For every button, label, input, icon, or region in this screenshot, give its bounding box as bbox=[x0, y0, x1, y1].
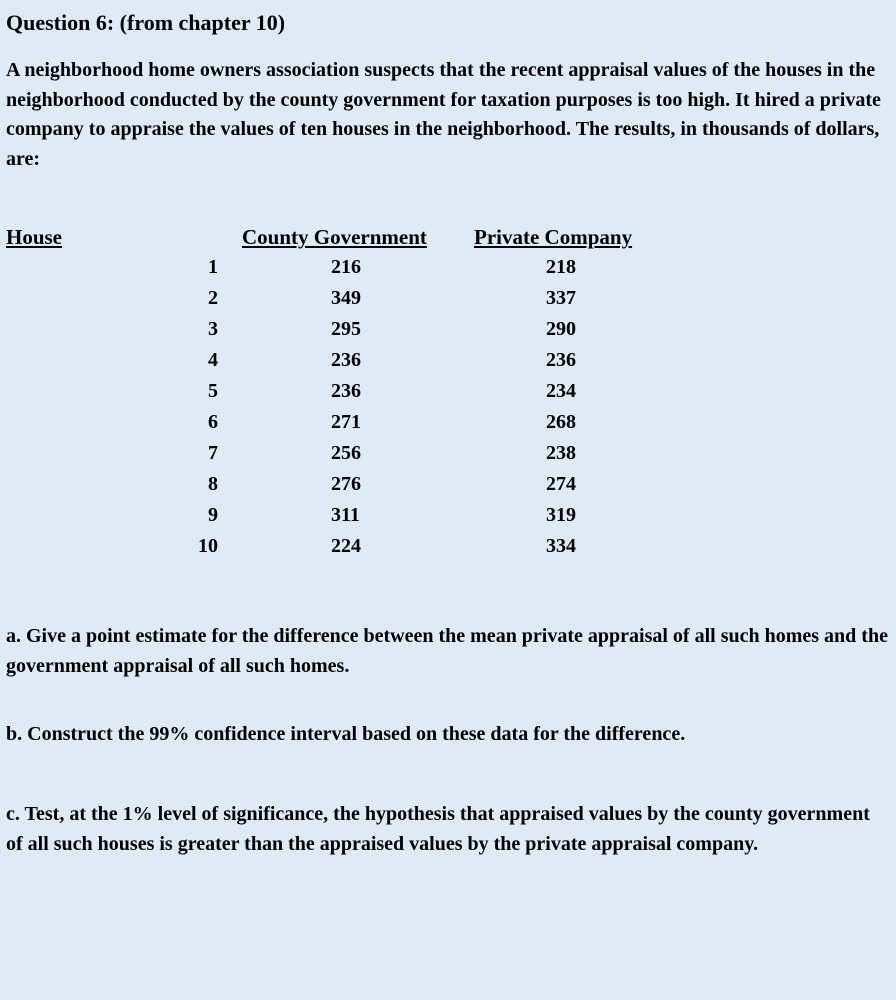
house-number: 10 bbox=[198, 535, 218, 557]
header-private-company: Private Company bbox=[474, 225, 633, 249]
house-number: 6 bbox=[208, 411, 218, 433]
county-value: 216 bbox=[331, 256, 361, 278]
county-value: 295 bbox=[331, 318, 361, 340]
county-value: 349 bbox=[331, 287, 361, 309]
house-number: 7 bbox=[208, 442, 218, 464]
table-row bbox=[0, 283, 700, 314]
table-row bbox=[0, 314, 700, 345]
table-row bbox=[0, 469, 700, 500]
part-c-question: c. Test, at the 1% level of significance, the hypothesis that appraised values by the county government of all such houses is greater than the appraised values by the private appraisal company. bbox=[6, 803, 870, 855]
part-b-question: b. Construct the 99% confidence interval based on these data for the difference. bbox=[6, 723, 686, 745]
private-value: 238 bbox=[546, 442, 576, 464]
private-value: 274 bbox=[546, 473, 576, 495]
house-number: 5 bbox=[208, 380, 218, 402]
private-value: 236 bbox=[546, 349, 576, 371]
county-value: 271 bbox=[331, 411, 361, 433]
house-number: 8 bbox=[208, 473, 218, 495]
table-row bbox=[0, 500, 700, 531]
house-number: 1 bbox=[208, 256, 218, 278]
appraisal-table-body bbox=[0, 252, 700, 562]
table-row bbox=[0, 407, 700, 438]
table-row bbox=[0, 252, 700, 283]
part-a-question: a. Give a point estimate for the difference between the mean private appraisal of all such homes and the government appraisal of all such homes. bbox=[6, 625, 888, 677]
question-intro: A neighborhood home owners association suspects that the recent appraisal values of the houses in the neighborhood conducted by the county government for taxation purposes is too high. It hired a private company to appraise the values of ten houses in the neighborhood. The results, in thousands of dollars, are: bbox=[6, 59, 881, 170]
private-value: 290 bbox=[546, 318, 576, 340]
house-number: 2 bbox=[208, 287, 218, 309]
house-number: 4 bbox=[208, 349, 218, 371]
table-row bbox=[0, 376, 700, 407]
private-value: 268 bbox=[546, 411, 576, 433]
county-value: 236 bbox=[331, 349, 361, 371]
header-house: House bbox=[6, 225, 63, 249]
private-value: 334 bbox=[546, 535, 576, 557]
table-row bbox=[0, 345, 700, 376]
house-number: 9 bbox=[208, 504, 218, 526]
county-value: 224 bbox=[331, 535, 361, 557]
county-value: 256 bbox=[331, 442, 361, 464]
county-value: 311 bbox=[331, 504, 360, 526]
county-value: 236 bbox=[331, 380, 361, 402]
header-county-government: County Government bbox=[242, 225, 427, 249]
county-value: 276 bbox=[331, 473, 361, 495]
table-row bbox=[0, 531, 700, 562]
question-title: Question 6: (from chapter 10) bbox=[6, 10, 286, 35]
table-row bbox=[0, 438, 700, 469]
private-value: 319 bbox=[546, 504, 576, 526]
private-value: 218 bbox=[546, 256, 576, 278]
private-value: 234 bbox=[546, 380, 576, 402]
private-value: 337 bbox=[546, 287, 576, 309]
house-number: 3 bbox=[208, 318, 218, 340]
